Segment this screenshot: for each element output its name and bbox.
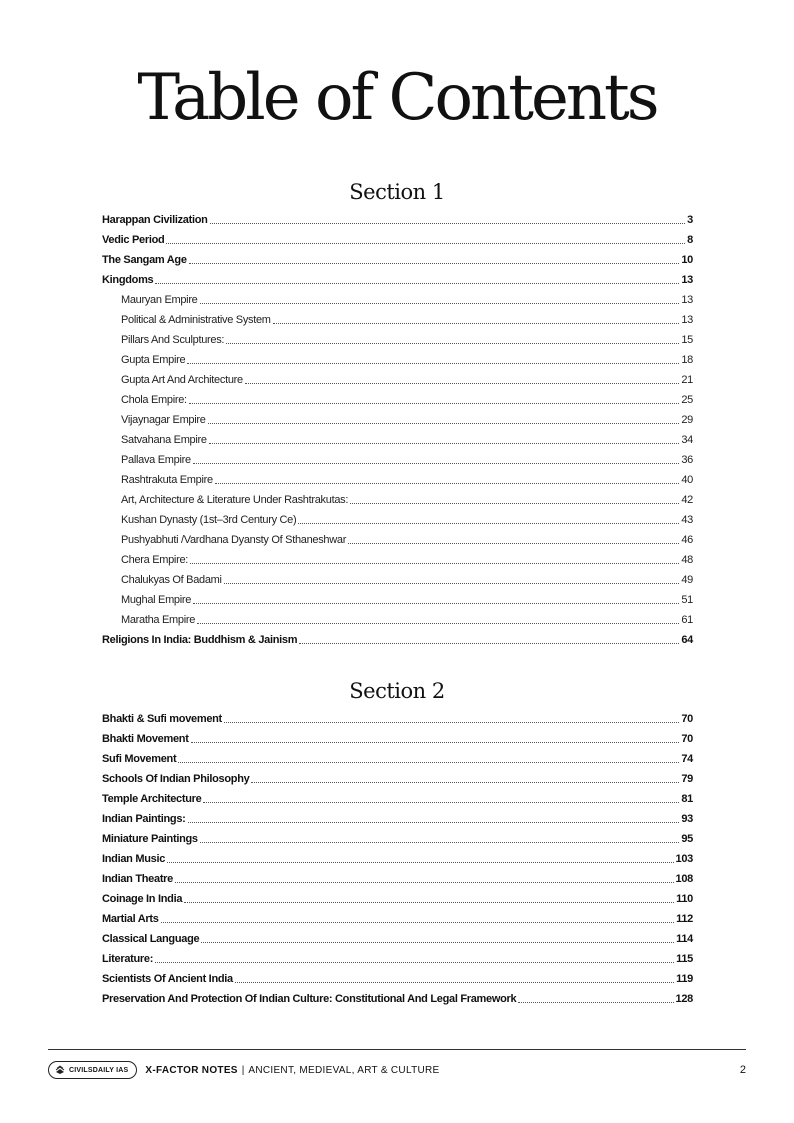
toc-entry-page: 49 [681,574,693,586]
toc-dot-leader [188,821,680,823]
toc-entry-page: 95 [681,833,693,845]
toc-entry[interactable] [102,507,693,527]
toc-dot-leader [193,462,680,464]
toc-dot-leader [224,721,679,723]
toc-entry[interactable] [102,826,693,846]
toc-entry-title: Harappan Civilization [102,214,208,226]
toc-entry-title: Bhakti Movement [102,733,189,745]
toc-entry-title: Indian Paintings: [102,813,186,825]
section-2-heading: Section 2 [349,679,445,703]
toc-entry[interactable] [102,567,693,587]
publisher-badge [48,1061,137,1079]
toc-entry-page: 112 [676,913,693,925]
toc-entry-title: Chalukyas Of Badami [121,574,222,586]
toc-entry[interactable] [102,307,693,327]
toc-dot-leader [200,302,680,304]
toc-entry-page: 40 [681,474,693,486]
toc-entry-page: 70 [681,733,693,745]
toc-entry-title: Sufi Movement [102,753,177,765]
toc-entry-page: 93 [681,813,693,825]
toc-entry[interactable] [102,906,693,926]
toc-entry-title: Indian Music [102,853,166,865]
toc-dot-leader [235,981,674,983]
toc-entry-page: 3 [687,214,693,226]
toc-entry-title: Pushyabhuti /Vardhana Dyansty Of Sthaneshwar [121,534,347,546]
toc-entry-page: 70 [681,713,693,725]
toc-entry[interactable] [102,287,693,307]
toc-entry-page: 119 [676,973,693,985]
toc-entry[interactable] [102,467,693,487]
toc-entry[interactable] [102,726,693,746]
toc-entry-title: Chola Empire: [121,394,187,406]
toc-entry-title: Art, Architecture & Literature Under Rashtrakutas: [121,494,349,506]
toc-entry-page: 114 [676,933,693,945]
toc-dot-leader [189,402,680,404]
toc-entry-title: Pallava Empire [121,454,191,466]
toc-entry-page: 21 [681,374,693,386]
toc-dot-leader [251,781,679,783]
toc-dot-leader [273,322,680,324]
toc-entry-page: 25 [681,394,693,406]
toc-entry-page: 81 [681,793,693,805]
section-1-heading: Section 1 [349,180,445,204]
toc-entry-title: Maratha Empire [121,614,196,626]
toc-entry-title: Miniature Paintings [102,833,198,845]
footer-subject: ANCIENT, MEDIEVAL, ART & CULTURE [248,1064,440,1076]
toc-entry-title: Chera Empire: [121,554,189,566]
toc-dot-leader [298,522,679,524]
toc-entry[interactable] [102,806,693,826]
toc-entry[interactable] [102,447,693,467]
toc-entry[interactable] [102,926,693,946]
toc-dot-leader [197,622,679,624]
toc-dot-leader [155,282,679,284]
page-title: Table of Contents [137,61,657,135]
toc-entry[interactable] [102,627,693,647]
toc-entry-title: Schools Of Indian Philosophy [102,773,250,785]
toc-entry-page: 34 [681,434,693,446]
toc-entry-title: Vedic Period [102,234,165,246]
toc-dot-leader [518,1001,673,1003]
toc-entry[interactable] [102,407,693,427]
toc-dot-leader [203,801,679,803]
toc-dot-leader [155,961,674,963]
toc-dot-leader [184,901,674,903]
footer-brand: X-FACTOR NOTES [145,1064,238,1076]
toc-entry[interactable] [102,746,693,766]
toc-dot-leader [348,542,679,544]
toc-entry-page: 103 [675,853,693,865]
toc-dot-leader [200,841,680,843]
toc-entry-page: 42 [681,494,693,506]
toc-dot-leader [187,362,679,364]
toc-entry-title: Pillars And Sculptures: [121,334,225,346]
toc-entry[interactable] [102,487,693,507]
toc-entry-page: 10 [681,254,693,266]
toc-entry[interactable] [102,986,693,1006]
toc-entry-page: 43 [681,514,693,526]
toc-dot-leader [245,382,680,384]
toc-entry[interactable] [102,766,693,786]
toc-entry[interactable] [102,846,693,866]
toc-entry-page: 46 [681,534,693,546]
toc-dot-leader [210,222,686,224]
publisher-badge-text: CIVILSDAILY IAS [69,1066,129,1074]
toc-dot-leader [166,242,685,244]
footer-separator: | [241,1064,245,1076]
toc-entry[interactable] [102,547,693,567]
toc-entry-page: 18 [681,354,693,366]
toc-dot-leader [201,941,674,943]
toc-entry-title: Gupta Empire [121,354,186,366]
toc-entry-page: 13 [681,294,693,306]
toc-entry-title: Indian Theatre [102,873,173,885]
toc-entry-title: Temple Architecture [102,793,202,805]
toc-entry[interactable] [102,227,693,247]
toc-entry[interactable] [102,786,693,806]
toc-dot-leader [350,502,679,504]
toc-dot-leader [161,921,675,923]
toc-entry-title: Mughal Empire [121,594,192,606]
toc-entry-page: 13 [681,314,693,326]
toc-entry[interactable] [102,607,693,627]
toc-dot-leader [299,642,679,644]
toc-entry-title: Scientists Of Ancient India [102,973,233,985]
toc-entry[interactable] [102,966,693,986]
toc-entry-page: 64 [681,634,693,646]
stacked-books-icon [55,1065,65,1075]
toc-entry-title: Religions In India: Buddhism & Jainism [102,634,298,646]
toc-entry-page: 74 [681,753,693,765]
toc-dot-leader [215,482,680,484]
toc-dot-leader [208,422,680,424]
section-1-toc [102,207,693,647]
toc-entry[interactable] [102,347,693,367]
toc-entry-page: 48 [681,554,693,566]
toc-entry[interactable] [102,946,693,966]
page-number: 2 [739,1064,746,1076]
toc-entry-page: 13 [681,274,693,286]
toc-dot-leader [193,602,679,604]
toc-entry-title: Mauryan Empire [121,294,198,306]
toc-dot-leader [189,262,680,264]
toc-entry[interactable] [102,527,693,547]
toc-entry[interactable] [102,207,693,227]
toc-entry-title: The Sangam Age [102,254,187,266]
toc-entry[interactable] [102,587,693,607]
toc-dot-leader [167,861,674,863]
toc-entry-title: Satvahana Empire [121,434,207,446]
toc-dot-leader [190,562,679,564]
toc-entry-title: Kingdoms [102,274,154,286]
toc-entry-title: Bhakti & Sufi movement [102,713,222,725]
toc-entry[interactable] [102,866,693,886]
toc-entry[interactable] [102,706,693,726]
toc-dot-leader [178,761,679,763]
toc-entry-page: 108 [675,873,693,885]
toc-entry-title: Gupta Art And Architecture [121,374,243,386]
toc-entry-title: Kushan Dynasty (1st–3rd Century Ce) [121,514,297,526]
toc-entry-page: 79 [681,773,693,785]
section-2-toc [102,706,693,1006]
toc-entry-page: 8 [687,234,693,246]
toc-dot-leader [209,442,680,444]
toc-dot-leader [191,741,680,743]
toc-dot-leader [224,582,680,584]
toc-entry-page: 15 [681,334,693,346]
toc-entry[interactable] [102,886,693,906]
toc-entry[interactable] [102,267,693,287]
toc-entry-page: 61 [681,614,693,626]
toc-entry-title: Preservation And Protection Of Indian Culture: Constitutional And Legal Framework [102,993,517,1005]
toc-dot-leader [175,881,674,883]
toc-entry[interactable] [102,247,693,267]
toc-entry[interactable] [102,367,693,387]
toc-entry-page: 110 [676,893,693,905]
toc-entry-title: Literature: [102,953,154,965]
toc-entry[interactable] [102,387,693,407]
toc-entry[interactable] [102,327,693,347]
footer-divider [48,1049,746,1050]
toc-entry-page: 51 [681,594,693,606]
toc-entry-title: Political & Administrative System [121,314,271,326]
toc-entry-page: 128 [675,993,693,1005]
toc-entry-title: Classical Language [102,933,200,945]
toc-entry-title: Martial Arts [102,913,159,925]
toc-entry-title: Coinage In India [102,893,183,905]
toc-entry-page: 29 [681,414,693,426]
page-footer [48,1059,746,1081]
toc-dot-leader [226,342,679,344]
toc-entry-page: 115 [676,953,693,965]
toc-entry-page: 36 [681,454,693,466]
toc-entry[interactable] [102,427,693,447]
toc-entry-title: Vijaynagar Empire [121,414,206,426]
toc-entry-title: Rashtrakuta Empire [121,474,213,486]
